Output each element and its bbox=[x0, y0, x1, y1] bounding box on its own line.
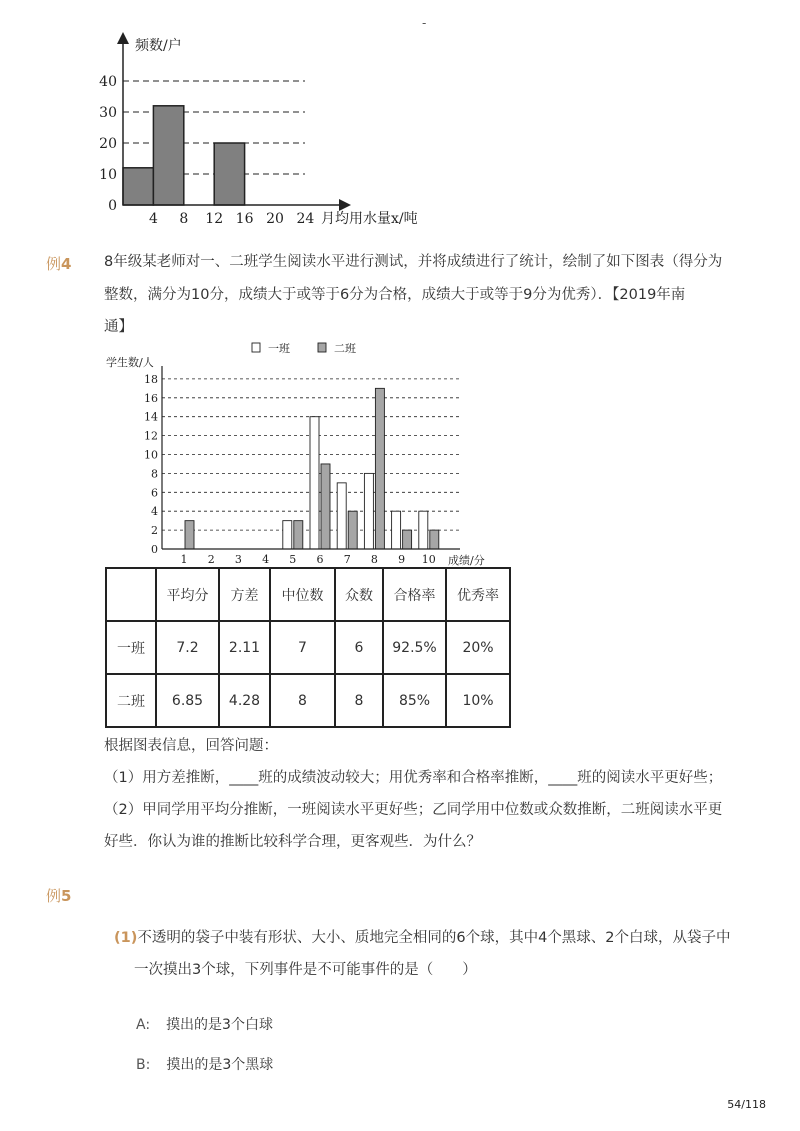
y-tick-label: 2 bbox=[151, 524, 158, 538]
x-tick-label: 24 bbox=[296, 211, 315, 227]
table-row bbox=[106, 674, 510, 727]
page-number: 54/118 bbox=[727, 1098, 766, 1111]
stats-table bbox=[105, 567, 511, 728]
y-tick-label: 20 bbox=[99, 136, 117, 152]
y-tick-label: 16 bbox=[144, 391, 158, 405]
histogram-bar bbox=[214, 143, 244, 205]
x-tick-label: 2 bbox=[207, 553, 215, 566]
example-4-question-1: （1）用方差推断，____班的成绩波动较大；用优秀率和合格率推断，____班的阅读水平更好些； bbox=[104, 770, 723, 786]
y-tick-label: 10 bbox=[99, 167, 117, 183]
example-5-question-line1: (1)不透明的袋子中装有形状、大小、质地完全相同的6个球，其中4个黑球、2个白球，从袋子中 bbox=[114, 930, 731, 946]
option-text: 摸出的是3个白球 bbox=[166, 1017, 273, 1033]
example-4-text-line2: 整数，满分为10分，成绩大于或等于6分为合格，成绩大于或等于9分为优秀）．【2019年南 bbox=[104, 287, 686, 303]
option-a[interactable] bbox=[136, 1014, 273, 1034]
table-cell: 8 bbox=[335, 674, 383, 727]
y-tick-label: 12 bbox=[144, 429, 158, 443]
example-4-label: 例4 bbox=[46, 255, 72, 273]
table-header-row bbox=[106, 568, 510, 621]
bar-一班 bbox=[310, 417, 319, 549]
example-5-label: 例5 bbox=[46, 887, 72, 905]
y-tick-label: 40 bbox=[99, 74, 117, 90]
table-cell: 7 bbox=[270, 621, 335, 674]
table-header-cell: 众数 bbox=[335, 568, 383, 621]
x-tick-label: 20 bbox=[266, 211, 284, 227]
example-4-question-2-line1: （2）甲同学用平均分推断，一班阅读水平更好些；乙同学用中位数或众数推断，二班阅读水平更 bbox=[104, 802, 723, 818]
option-b[interactable] bbox=[136, 1054, 273, 1074]
bar-一班 bbox=[392, 511, 401, 549]
x-tick-label: 8 bbox=[179, 211, 189, 227]
legend-swatch bbox=[252, 343, 260, 352]
x-axis-label: 成绩/分 bbox=[448, 554, 485, 567]
x-tick-label: 10 bbox=[421, 553, 436, 566]
bar-二班 bbox=[403, 530, 412, 549]
x-tick-label: 16 bbox=[235, 211, 254, 227]
table-cell: 92.5% bbox=[383, 621, 446, 674]
histogram-water-usage bbox=[95, 30, 455, 230]
table-header-cell: 合格率 bbox=[383, 568, 446, 621]
table-header-cell: 方差 bbox=[219, 568, 270, 621]
bar-一班 bbox=[337, 483, 346, 549]
bar-一班 bbox=[364, 473, 373, 549]
grouped-bar-chart-scores bbox=[100, 336, 500, 570]
table-cell: 2.11 bbox=[219, 621, 270, 674]
x-axis-label: 月均用水量x/吨 bbox=[321, 211, 418, 227]
histogram-bar bbox=[153, 106, 183, 205]
example-4-prompt: 根据图表信息，回答问题： bbox=[104, 738, 278, 754]
y-tick-label: 8 bbox=[151, 467, 158, 481]
question-number: (1) bbox=[114, 930, 138, 946]
y-tick-label: 0 bbox=[151, 543, 158, 556]
table-cell: 一班 bbox=[106, 621, 156, 674]
example-4-question-2-line2: 好些．你认为谁的推断比较科学合理，更客观些．为什么？ bbox=[104, 834, 481, 850]
x-tick-label: 8 bbox=[370, 553, 378, 566]
y-tick-label: 4 bbox=[151, 505, 158, 519]
y-axis-label: 频数/户 bbox=[135, 38, 182, 54]
y-tick-label: 0 bbox=[108, 198, 117, 214]
table-cell: 20% bbox=[446, 621, 510, 674]
option-letter: A: bbox=[136, 1017, 151, 1033]
table-cell: 10% bbox=[446, 674, 510, 727]
table-header-cell bbox=[106, 568, 156, 621]
bar-二班 bbox=[430, 530, 439, 549]
y-tick-label: 18 bbox=[144, 372, 158, 386]
x-tick-label: 9 bbox=[398, 553, 406, 566]
x-tick-label: 4 bbox=[262, 553, 270, 566]
bar-二班 bbox=[321, 464, 330, 549]
x-tick-label: 12 bbox=[205, 211, 224, 227]
x-tick-label: 5 bbox=[289, 553, 297, 566]
legend-swatch bbox=[318, 343, 326, 352]
bar-二班 bbox=[348, 511, 357, 549]
table-cell: 8 bbox=[270, 674, 335, 727]
table-row bbox=[106, 621, 510, 674]
table-header-cell: 优秀率 bbox=[446, 568, 510, 621]
table-cell: 6.85 bbox=[156, 674, 219, 727]
y-axis-label: 学生数/人 bbox=[106, 356, 154, 369]
legend-label: 二班 bbox=[334, 342, 356, 355]
table-cell: 7.2 bbox=[156, 621, 219, 674]
example-4-text-line1: 8年级某老师对一、二班学生阅读水平进行测试，并将成绩进行了统计，绘制了如下图表（得分为 bbox=[104, 254, 723, 270]
table-header-cell: 中位数 bbox=[270, 568, 335, 621]
bar-二班 bbox=[294, 521, 303, 549]
x-tick-label: 4 bbox=[148, 211, 158, 227]
header-mark: - bbox=[422, 16, 427, 30]
option-text: 摸出的是3个黑球 bbox=[166, 1057, 274, 1073]
y-tick-label: 30 bbox=[99, 105, 117, 121]
y-tick-label: 6 bbox=[151, 486, 158, 500]
legend-label: 一班 bbox=[268, 342, 290, 355]
y-tick-label: 14 bbox=[144, 410, 158, 424]
histogram-bar bbox=[123, 168, 153, 205]
table-cell: 85% bbox=[383, 674, 446, 727]
table-cell: 4.28 bbox=[219, 674, 270, 727]
x-tick-label: 1 bbox=[180, 553, 188, 566]
bar-一班 bbox=[283, 521, 292, 549]
bar-一班 bbox=[419, 511, 428, 549]
example-4-text-line3: 通】 bbox=[104, 319, 133, 335]
table-cell: 二班 bbox=[106, 674, 156, 727]
bar-二班 bbox=[375, 388, 384, 549]
x-tick-label: 3 bbox=[234, 553, 242, 566]
option-letter: B: bbox=[136, 1057, 151, 1073]
example-5-question-line2: 一次摸出3个球，下列事件是不可能事件的是（ ） bbox=[134, 962, 477, 978]
bar-二班 bbox=[185, 521, 194, 549]
y-tick-label: 10 bbox=[144, 448, 158, 462]
x-tick-label: 6 bbox=[316, 553, 324, 566]
x-tick-label: 7 bbox=[343, 553, 351, 566]
table-cell: 6 bbox=[335, 621, 383, 674]
table-header-cell: 平均分 bbox=[156, 568, 219, 621]
